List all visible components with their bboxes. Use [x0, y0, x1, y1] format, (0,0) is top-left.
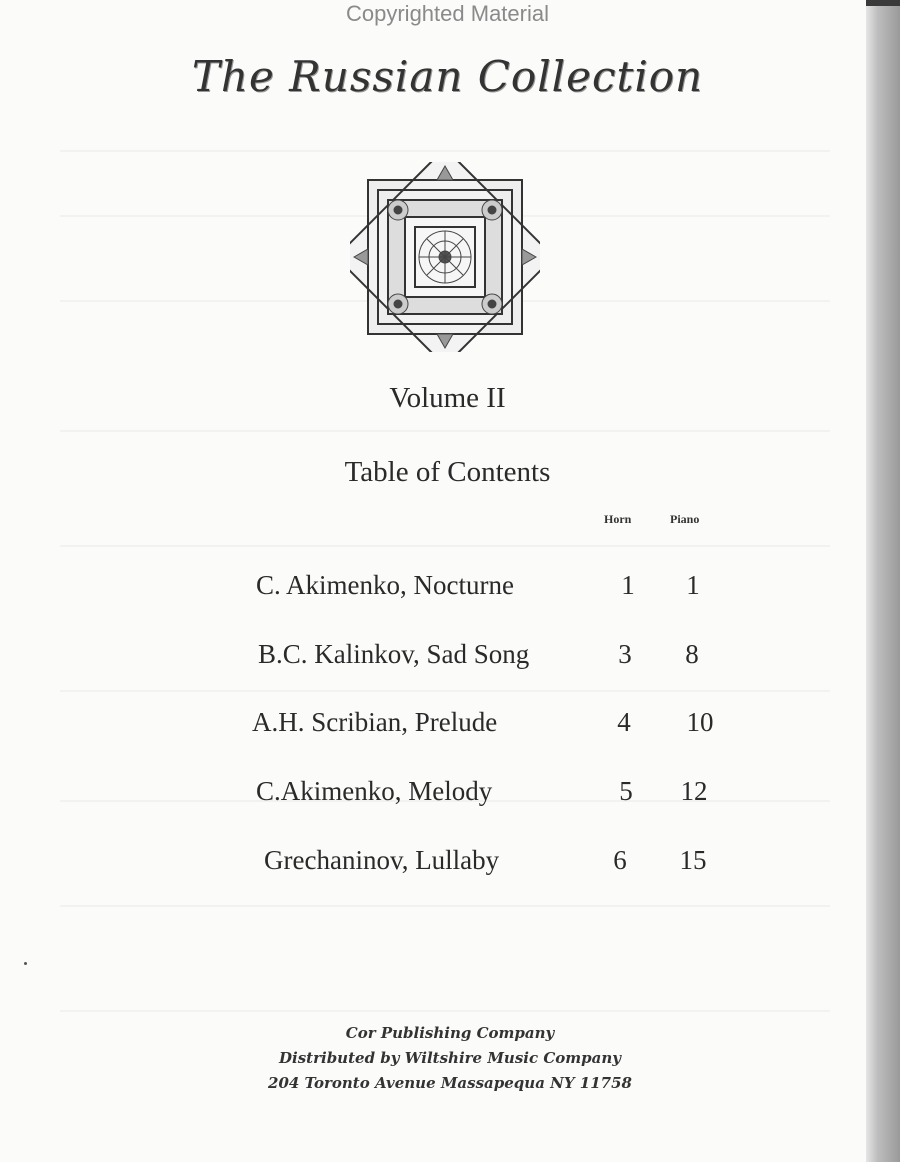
show-through-line [60, 690, 830, 692]
toc-entry-title: B.C. Kalinkov, Sad Song [258, 639, 530, 669]
toc-entry-title: C. Akimenko, Nocturne [256, 570, 514, 600]
toc-entry-horn-page: 4 [617, 707, 631, 737]
toc-entry-piano-page: 8 [685, 639, 699, 669]
show-through-line [60, 1010, 830, 1012]
toc-entry-horn-page: 5 [619, 776, 633, 806]
toc-entry-piano-page: 12 [680, 776, 708, 806]
show-through-line [60, 430, 830, 432]
column-header-piano: Piano [670, 512, 700, 526]
show-through-line [60, 150, 830, 152]
toc-entry-title: Grechaninov, Lullaby [264, 845, 500, 875]
copyright-banner: Copyrighted Material [346, 1, 549, 26]
show-through-line [60, 905, 830, 907]
page-binding-shadow [866, 0, 900, 1162]
toc-entry-horn-page: 1 [621, 570, 635, 600]
toc-entry-horn-page: 6 [613, 845, 627, 875]
show-through-line [60, 545, 830, 547]
column-header-horn: Horn [604, 512, 632, 526]
toc-entry-title: C.Akimenko, Melody [256, 776, 493, 806]
volume-label: Volume II [389, 382, 506, 414]
toc-entry-title: A.H. Scribian, Prelude [252, 707, 498, 737]
ornament-medallion-icon [350, 162, 540, 352]
toc-entry-horn-page: 3 [618, 639, 632, 669]
toc-entry-piano-page: 15 [679, 845, 707, 875]
publisher-name: Cor Publishing Company [345, 1024, 555, 1042]
publisher-distributor: Distributed by Wiltshire Music Company [279, 1049, 621, 1067]
toc-entry-piano-page: 10 [686, 707, 714, 737]
toc-heading: Table of Contents [344, 456, 551, 488]
scan-speck [24, 962, 27, 965]
publisher-address: 204 Toronto Avenue Massapequa NY 11758 [268, 1074, 632, 1092]
toc-entry-piano-page: 1 [686, 570, 700, 600]
page-title: The Russian Collection [191, 52, 704, 101]
